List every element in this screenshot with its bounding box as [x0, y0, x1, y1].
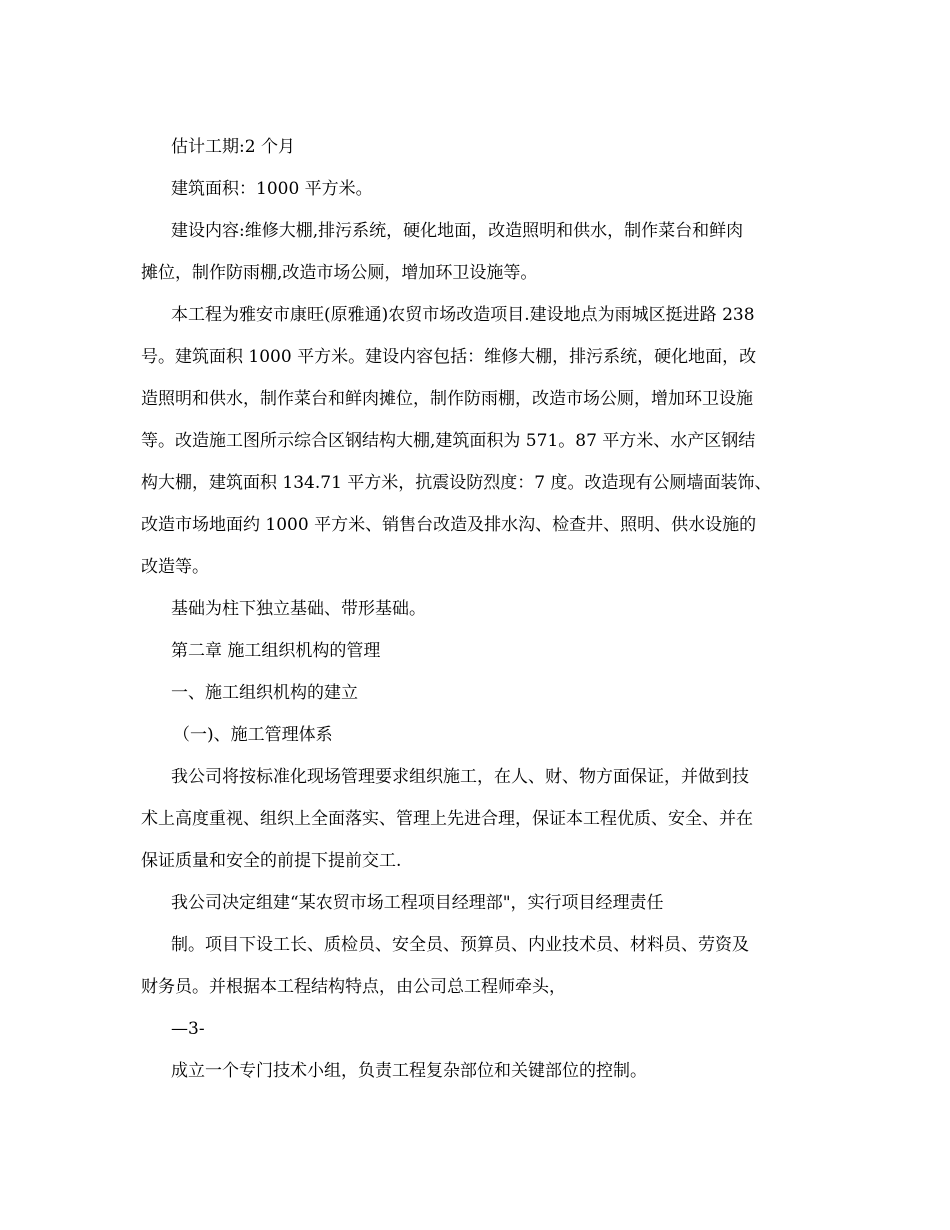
paragraph-project-dept-line-2: 制。项目下设工长、质检员、安全员、预算员、内业技术员、材料员、劳资及 [171, 935, 749, 955]
paragraph-overview-line-7: 改造等。 [141, 557, 209, 577]
paragraph-foundation: 基础为柱下独立基础、带形基础。 [171, 599, 426, 619]
paragraph-management-line-1: 我公司将按标准化现场管理要求组织施工，在人、财、物方面保证，并做到技 [171, 767, 749, 787]
paragraph-overview-line-1: 本工程为雅安市康旺(原雅通)农贸市场改造项目.建设地点为雨城区挺进路 238 [171, 305, 755, 325]
paragraph-overview-line-4: 等。改造施工图所示综合区钢结构大棚,建筑面积为 571。87 平方米、水产区钢结 [141, 431, 756, 451]
paragraph-overview-line-6: 改造市场地面约 1000 平方米、销售台改造及排水沟、检查井、照明、供水设施的 [141, 515, 757, 535]
paragraph-scope-line-2: 摊位，制作防雨棚,改造市场公厕，增加环卫设施等。 [141, 263, 538, 283]
paragraph-management-line-2: 术上高度重视、组织上全面落实、管理上先进合理，保证本工程优质、安全、并在 [141, 809, 753, 829]
paragraph-overview-line-5: 构大棚，建筑面积 134.71 平方米，抗震设防烈度：7 度。改造现有公厕墙面装饰、 [141, 473, 772, 493]
paragraph-overview-line-2: 号。建筑面积 1000 平方米。建设内容包括：维修大棚，排污系统，硬化地面，改 [141, 347, 757, 367]
paragraph-duration: 估计工期:2 个月 [171, 137, 295, 157]
subsection-heading: （一)、施工管理体系 [173, 725, 333, 745]
page-number: —3- [171, 1019, 205, 1039]
section-heading: 一、施工组织机构的建立 [171, 683, 358, 703]
paragraph-area: 建筑面积：1000 平方米。 [171, 179, 373, 199]
paragraph-overview-line-3: 造照明和供水，制作菜台和鲜肉摊位，制作防雨棚，改造市场公厕，增加环卫设施 [141, 389, 753, 409]
paragraph-project-dept-line-3: 财务员。并根据本工程结构特点，由公司总工程师牵头， [141, 977, 566, 997]
paragraph-management-line-3: 保证质量和安全的前提下提前交工. [141, 851, 402, 871]
paragraph-scope-line-1: 建设内容:维修大棚,排污系统，硬化地面，改造照明和供水，制作菜台和鲜肉 [171, 221, 744, 241]
chapter-heading: 第二章 施工组织机构的管理 [171, 641, 381, 661]
document-body [141, 126, 813, 1092]
paragraph-tech-team: 成立一个专门技术小组，负责工程复杂部位和关键部位的控制。 [171, 1061, 647, 1081]
paragraph-project-dept-line-1: 我公司决定组建“某农贸市场工程项目经理部"，实行项目经理责任 [171, 893, 664, 913]
